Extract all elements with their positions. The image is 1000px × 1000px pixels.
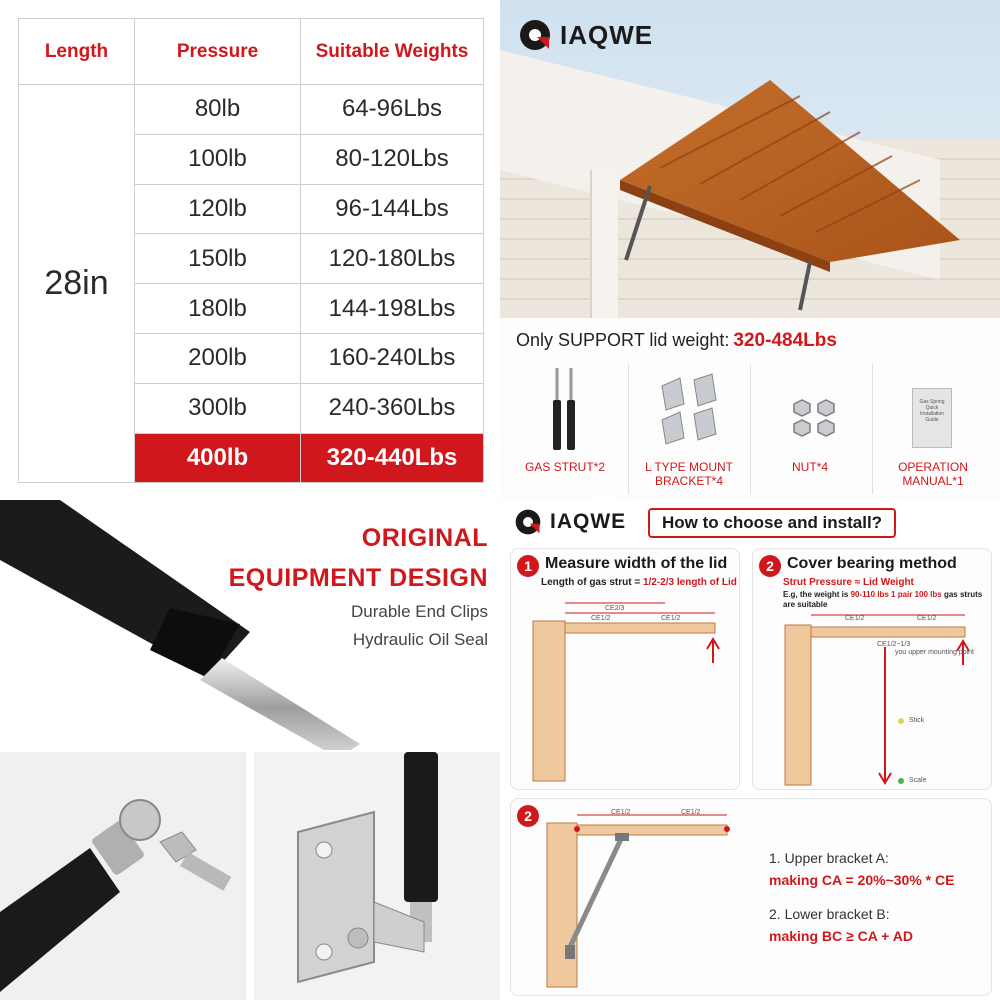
manual-cover: [912, 388, 952, 448]
support-weight-value: 320-484Lbs: [733, 330, 837, 351]
brand-logo-icon: [514, 508, 542, 536]
dim-right: CE1/2: [917, 615, 937, 622]
strut-detail-panel: [0, 500, 500, 1000]
weight-cell: 64-96Lbs: [301, 85, 484, 135]
hex-nut-icon: [754, 364, 866, 458]
package-item-nut: [754, 364, 866, 500]
support-weight-label: Only SUPPORT lid weight:: [516, 330, 730, 350]
dim-total: CE2/3: [605, 605, 625, 612]
upper-bracket-formula: making CA = 20%~30% * CE: [769, 872, 955, 888]
pressure-cell: 100lb: [135, 134, 301, 184]
stick-label: Stick: [909, 717, 925, 724]
l-bracket-icon: [632, 364, 746, 458]
feature-oil-seal: Hydraulic Oil Seal: [352, 630, 488, 649]
dim-range: CE1/2~1/3: [877, 641, 911, 648]
step-number: 2: [517, 805, 539, 827]
awning-photo-panel: [500, 0, 1000, 500]
weight-cell-highlighted: 320-440Lbs: [301, 433, 484, 483]
weight-cell: 80-120Lbs: [301, 134, 484, 184]
manual-cover-text: Gas Spring Quick Installation Guide: [919, 399, 945, 423]
package-contents-panel: [500, 318, 1000, 500]
package-item-label: NUT*4: [791, 460, 828, 474]
dim-right: CE1/2: [661, 615, 681, 622]
pressure-cell: 120lb: [135, 184, 301, 234]
mount-note: you upper mounting point: [895, 649, 974, 656]
step-title: Cover bearing method: [787, 555, 957, 572]
bracket-closeup: [254, 752, 500, 1000]
lower-bracket-instruction: [769, 903, 913, 947]
brand-logo-icon: [518, 18, 552, 52]
gas-strut-icon: [510, 364, 620, 458]
bearing-diagram: [753, 593, 992, 789]
step-bracket-install: [510, 798, 992, 996]
pressure-cell: 80lb: [135, 85, 301, 135]
spec-table-header-row: [19, 19, 484, 85]
divider: [872, 364, 873, 494]
length-cell: 28in: [19, 85, 135, 483]
package-item-bracket: [632, 364, 746, 500]
guide-brand-logo-row: [514, 508, 626, 536]
header-pressure: Pressure: [135, 19, 301, 85]
table-row: [19, 85, 484, 135]
pressure-cell: 300lb: [135, 383, 301, 433]
upper-bracket-label: 1. Upper bracket A:: [769, 850, 889, 866]
lower-bracket-label: 2. Lower bracket B:: [769, 906, 890, 922]
dim-left: CE1/2: [591, 615, 611, 622]
spec-table-panel: [0, 0, 500, 500]
pressure-cell: 200lb: [135, 333, 301, 383]
lower-bracket-formula: making BC ≥ CA + AD: [769, 928, 913, 944]
install-guide-panel: [500, 500, 1000, 1000]
package-item-gas-strut: [510, 364, 620, 500]
step-cover-bearing: [752, 548, 992, 790]
guide-header: [500, 500, 1000, 544]
end-clip-image: [0, 752, 246, 1000]
gas-strut-right: [800, 262, 810, 310]
package-item-label: OPERATION MANUAL*1: [898, 460, 968, 488]
pressure-cell: 150lb: [135, 234, 301, 284]
dim-left: CE1/2: [845, 615, 865, 622]
guide-heading: How to choose and install?: [648, 508, 896, 538]
support-weight-line: [516, 330, 837, 352]
upper-bracket-instruction: [769, 847, 954, 891]
spec-table: [18, 18, 484, 483]
weight-cell: 160-240Lbs: [301, 333, 484, 383]
weight-cell: 96-144Lbs: [301, 184, 484, 234]
pressure-cell: 180lb: [135, 284, 301, 334]
end-clip-closeup: [0, 752, 246, 1000]
step-measure-width: [510, 548, 740, 790]
design-title-line1: ORIGINAL: [361, 524, 488, 552]
package-item-label: GAS STRUT*2: [524, 460, 605, 474]
dim-left: CE1/2: [611, 809, 631, 816]
design-title-line2: EQUIPMENT DESIGN: [228, 564, 488, 592]
scale-label: Scale: [909, 777, 927, 784]
bracket-image: [254, 752, 500, 1000]
divider: [628, 364, 629, 494]
step-title: Measure width of the lid: [545, 555, 728, 572]
brand-name: IAQWE: [550, 510, 627, 533]
bracket-install-diagram: [511, 799, 761, 996]
pressure-formula: Strut Pressure ≈ Lid Weight: [783, 577, 914, 588]
measure-diagram: [511, 593, 740, 789]
weight-cell: 240-360Lbs: [301, 383, 484, 433]
header-weights: Suitable Weights: [301, 19, 484, 85]
design-title: [229, 518, 488, 598]
divider: [750, 364, 751, 494]
pressure-example: E.g, the weight is 90-110 lbs 1 pair 100 lbs gas struts are suitable: [783, 590, 983, 609]
step-number: 1: [517, 555, 539, 577]
brand-logo-row: [518, 18, 653, 52]
manual-icon: [876, 364, 990, 458]
pressure-cell-highlighted: 400lb: [135, 433, 301, 483]
package-item-manual: [876, 364, 990, 500]
package-item-label: L TYPE MOUNT BRACKET*4: [644, 460, 733, 488]
dim-right: CE1/2: [681, 809, 701, 816]
gas-strut-left: [626, 186, 650, 260]
brand-name: IAQWE: [560, 19, 654, 50]
header-length: Length: [19, 19, 135, 85]
piston-rod: [200, 658, 360, 750]
step-subtitle: Length of gas strut = 1/2-2/3 length of Lid: [541, 577, 737, 588]
strut-closeup: [0, 500, 500, 750]
weight-cell: 120-180Lbs: [301, 234, 484, 284]
feature-end-clips: Durable End Clips: [350, 602, 488, 621]
weight-cell: 144-198Lbs: [301, 284, 484, 334]
step-number: 2: [759, 555, 781, 577]
